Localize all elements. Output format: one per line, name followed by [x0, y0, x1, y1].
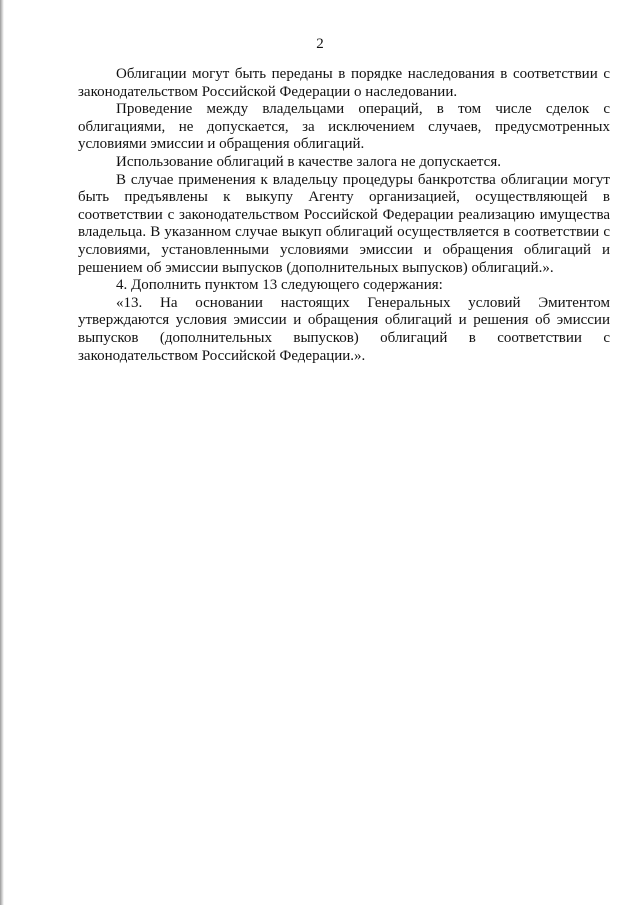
paragraph-collateral: Использование облигаций в качестве залога не допускается. — [116, 153, 501, 170]
scan-edge-shadow — [0, 0, 4, 905]
document-body — [78, 66, 610, 365]
paragraph-inheritance: Облигации могут быть переданы в порядке наследования в соответствии с законодательством Российской Федерации о наследовании. — [78, 66, 610, 100]
paragraph-operations: Проведение между владельцами операций, в том числе сделок с облигациями, не допускается, за исключением случаев, предусмотренных условиями эмиссии и обращения облигаций. — [78, 101, 610, 153]
paragraph-item-13: «13. На основании настоящих Генеральных условий Эмитентом утверждаются условия эмиссии и обращения облигаций и решения об эмиссии выпусков (дополнительных выпусков) облигаций в соответствии с законодательством Российской Федерации.». — [78, 294, 610, 364]
page-number: 2 — [316, 36, 324, 52]
paragraph-bankruptcy: В случае применения к владельцу процедуры банкротства облигации могут быть предъявлены к выкупу Агенту организацией, осуществляющей в соответствии с законодательством Российской Федерации реализацию имущества владельца. В указанном случае выкуп облигаций осуществляется в соответствии с условиями, установленными условиями эмиссии и обращения облигаций и решением об эмиссии выпусков (дополнительных выпусков) облигаций.». — [78, 171, 610, 276]
paragraph-amendment-item-4: 4. Дополнить пунктом 13 следующего содержания: — [116, 277, 443, 294]
